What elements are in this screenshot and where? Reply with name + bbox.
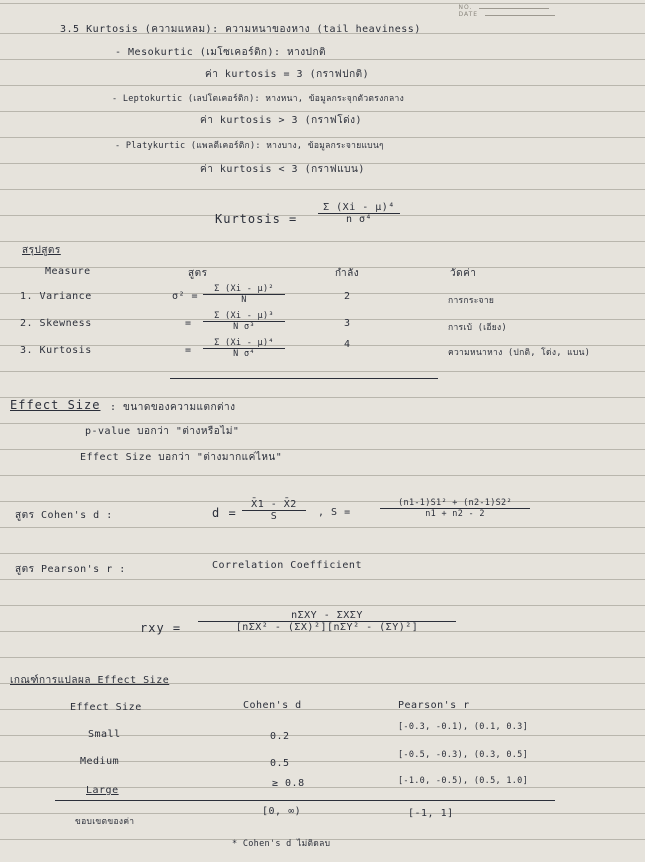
kurtosis-formula-numerator: Σ (Xi - μ)⁴	[318, 202, 400, 214]
criteria-divider	[55, 800, 555, 801]
criteria-row-pearson: [-0.3, -0.1), (0.1, 0.3]	[398, 722, 529, 732]
leptokurtic-line: - Leptokurtic (เลปโตเคอร์ติก): หางหนา, ข้อมูลกระจุกตัวตรงกลาง	[112, 94, 405, 104]
pearsons-r-lhs: rxy =	[140, 621, 182, 635]
summary-row-meaning: การเบ้ (เอียง)	[448, 323, 507, 333]
pooled-s-numerator: (n1-1)S1² + (n2-1)S2²	[380, 498, 530, 509]
summary-header-formula: สูตร	[188, 268, 208, 279]
summary-row-power: 4	[344, 339, 351, 350]
summary-row-formula-prefix: =	[185, 345, 192, 356]
criteria-row-pearson: [-0.5, -0.3), (0.3, 0.5]	[398, 750, 529, 760]
summary-row-power: 3	[344, 318, 351, 329]
summary-row-formula-denominator: N σ⁴	[233, 349, 255, 359]
platykurtic-line: - Platykurtic (แพลตีเคอร์ติก): หางบาง, ข้อมูลกระจายแบนๆ	[115, 141, 384, 151]
criteria-row-cohen: [0, ∞)	[262, 806, 302, 817]
platykurtic-value: ค่า kurtosis < 3 (กราฟแบน)	[200, 164, 365, 175]
criteria-note: * Cohen's d ไม่ติดลบ	[232, 839, 331, 849]
criteria-row-cohen: 0.5	[270, 758, 290, 769]
summary-row-formula	[203, 338, 285, 359]
criteria-row-cohen: 0.2	[270, 731, 290, 742]
cohens-d-denominator: S	[270, 511, 278, 522]
summary-row-formula	[203, 311, 285, 332]
summary-row-meaning: ความหนาหาง (ปกติ, โด่ง, แบน)	[448, 348, 591, 358]
criteria-row-pearson: [-1, 1]	[408, 808, 454, 819]
criteria-row-cohen: ≥ 0.8	[272, 778, 305, 789]
criteria-row-size: ขอบเขตของค่า	[75, 817, 135, 827]
summary-row-formula-prefix: =	[185, 318, 192, 329]
summary-row-formula-numerator: Σ (Xi - μ)²	[203, 284, 285, 295]
summary-row-formula-prefix: σ² =	[172, 291, 199, 302]
summary-row-meaning: การกระจาย	[448, 296, 495, 306]
summary-row-measure: 2. Skewness	[20, 318, 92, 329]
pearsons-r-label: สูตร Pearson's r :	[15, 564, 126, 575]
cohens-d-lhs: d =	[212, 506, 237, 520]
effect-size-line: Effect Size บอกว่า "ต่างมากแค่ไหน"	[80, 452, 283, 463]
criteria-row-size: Large	[86, 785, 119, 796]
cohens-d-label: สูตร Cohen's d :	[15, 510, 113, 521]
summary-header-power: กำลัง	[335, 268, 360, 279]
effect-pvalue-line: p-value บอกว่า "ต่างหรือไม่"	[85, 426, 240, 437]
summary-row-measure: 1. Variance	[20, 291, 92, 302]
page-header	[458, 4, 555, 18]
summary-row-formula-denominator: N σ³	[233, 322, 255, 332]
effect-size-title: Effect Size	[10, 398, 101, 412]
kurtosis-formula-denominator: n σ⁴	[345, 214, 373, 225]
header-date: DATE	[458, 11, 479, 18]
pooled-s-lhs: , S =	[318, 507, 351, 518]
mesokurtic-line: - Mesokurtic (เมโซเคอร์ติก): หางปกติ	[115, 47, 327, 58]
pearsons-r-desc: Correlation Coefficient	[212, 560, 362, 571]
cohens-d-fraction	[242, 499, 306, 522]
summary-row-formula-numerator: Σ (Xi - μ)³	[203, 311, 285, 322]
criteria-header-pearson: Pearson's r	[398, 700, 470, 711]
criteria-title: เกณฑ์การแปลผล Effect Size	[10, 675, 170, 686]
kurtosis-formula-lhs: Kurtosis =	[215, 212, 298, 226]
pearsons-r-denominator: [nΣX² - (ΣX)²][nΣY² - (ΣY)²]	[235, 622, 419, 633]
criteria-header-cohen: Cohen's d	[243, 700, 302, 711]
summary-underline	[170, 378, 438, 379]
summary-row-measure: 3. Kurtosis	[20, 345, 92, 356]
summary-header-meaning: วัดค่า	[450, 268, 477, 279]
leptokurtic-value: ค่า kurtosis > 3 (กราฟโด่ง)	[200, 115, 363, 126]
criteria-row-size: Medium	[80, 756, 120, 767]
summary-title: สรุปสูตร	[22, 245, 61, 256]
criteria-row-pearson: [-1.0, -0.5), (0.5, 1.0]	[398, 776, 529, 786]
criteria-header-size: Effect Size	[70, 702, 142, 713]
summary-row-power: 2	[344, 291, 351, 302]
summary-row-formula-denominator: N	[241, 295, 247, 305]
pooled-s-fraction	[380, 498, 530, 519]
kurtosis-formula-fraction	[318, 202, 400, 225]
effect-size-desc: : ขนาดของความแตกต่าง	[110, 402, 236, 413]
pooled-s-denominator: n1 + n2 - 2	[425, 509, 485, 519]
summary-header-measure: Measure	[45, 266, 91, 277]
pearsons-r-numerator: nΣXY - ΣXΣY	[198, 610, 456, 622]
cohens-d-numerator: X̄1 - X̄2	[242, 499, 306, 511]
criteria-row-size: Small	[88, 729, 121, 740]
summary-row-formula	[203, 284, 285, 305]
header-no: NO.	[458, 4, 473, 11]
pearsons-r-fraction	[198, 610, 456, 633]
mesokurtic-value: ค่า kurtosis = 3 (กราฟปกติ)	[205, 69, 370, 80]
kurtosis-title: 3.5 Kurtosis (ความแหลม): ความหนาของหาง (tail heaviness)	[60, 24, 421, 35]
summary-row-formula-numerator: Σ (Xi - μ)⁴	[203, 338, 285, 349]
